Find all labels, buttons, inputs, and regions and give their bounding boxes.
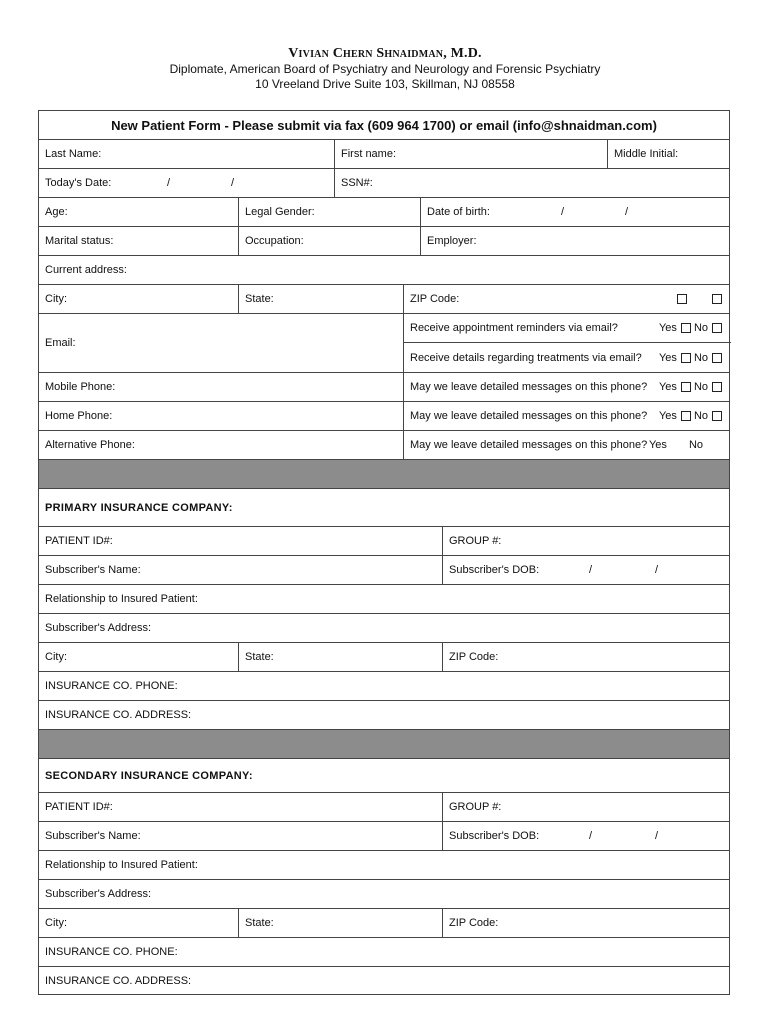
middle-initial-field[interactable] (607, 140, 731, 168)
mobile-phone-row (39, 373, 729, 402)
city-row (39, 285, 729, 314)
insurance-phone-label: INSURANCE CO. PHONE: (45, 946, 178, 958)
no-checkbox[interactable] (712, 382, 722, 392)
secondary-subscriber-row (39, 822, 729, 851)
email-field[interactable] (39, 314, 403, 372)
dob-label: Date of birth: (427, 206, 490, 218)
yes-label: Yes (658, 322, 677, 334)
legal-gender-label: Legal Gender: (245, 206, 315, 218)
primary-id-row (39, 527, 729, 556)
alt-phone-label: Alternative Phone: (45, 439, 135, 451)
no-label: No (688, 439, 703, 451)
zip-checkboxes (673, 285, 725, 313)
employer-field[interactable] (420, 227, 731, 255)
email-details-label: Receive details regarding treatments via email? (410, 352, 642, 364)
home-messages-field (403, 402, 731, 430)
group-label: GROUP #: (449, 535, 502, 547)
relationship-label: Relationship to Insured Patient: (45, 593, 198, 605)
leave-messages-label: May we leave detailed messages on this phone? (410, 381, 648, 393)
primary-state-field[interactable] (238, 643, 442, 671)
dob-slash: / (561, 206, 565, 218)
todays-date-label: Today's Date: (45, 177, 112, 189)
last-name-field[interactable] (39, 140, 334, 168)
dob-slash: / (589, 564, 593, 576)
primary-subscriber-row (39, 556, 729, 585)
dob-field[interactable] (420, 198, 731, 226)
doctor-credentials: Diplomate, American Board of Psychiatry and Neurology and Forensic Psychiatry (169, 62, 601, 76)
primary-city-row (39, 643, 729, 672)
email-reminders-options (659, 314, 725, 342)
todays-date-field[interactable] (39, 169, 334, 197)
relationship-label: Relationship to Insured Patient: (45, 859, 198, 871)
age-field[interactable] (39, 198, 238, 226)
yes-checkbox[interactable] (681, 411, 691, 421)
doctor-name: Vivian Chern Shnaidman, M.D. (288, 46, 482, 61)
leave-messages-label: May we leave detailed messages on this phone? (410, 439, 648, 451)
secondary-group-field[interactable] (442, 793, 731, 821)
yes-label: Yes (658, 352, 677, 364)
primary-patient-id-field[interactable] (39, 527, 442, 555)
primary-insurance-phone-field[interactable] (39, 672, 731, 700)
primary-group-field[interactable] (442, 527, 731, 555)
marital-status-label: Marital status: (45, 235, 114, 247)
first-name-label: First name: (341, 148, 397, 160)
mobile-phone-field[interactable] (39, 373, 403, 401)
primary-city-field[interactable] (39, 643, 238, 671)
secondary-relationship-row (39, 851, 729, 880)
no-label: No (693, 381, 708, 393)
secondary-subscriber-address-field[interactable] (39, 880, 731, 908)
ssn-label: SSN#: (341, 177, 373, 189)
secondary-id-row (39, 793, 729, 822)
patient-id-label: PATIENT ID#: (45, 801, 113, 813)
marital-status-field[interactable] (39, 227, 238, 255)
secondary-city-field[interactable] (39, 909, 238, 937)
city-label: City: (45, 917, 67, 929)
age-row (39, 198, 729, 227)
primary-zip-field[interactable] (442, 643, 731, 671)
email-label: Email: (45, 337, 76, 349)
mobile-messages-field (403, 373, 731, 401)
insurance-address-label: INSURANCE CO. ADDRESS: (45, 974, 192, 987)
date-slash: / (167, 177, 171, 189)
yes-label: Yes (648, 439, 667, 451)
occupation-label: Occupation: (245, 235, 304, 247)
home-phone-label: Home Phone: (45, 410, 113, 422)
marital-row (39, 227, 729, 256)
secondary-phone-row (39, 938, 729, 967)
practice-address: 10 Vreeland Drive Suite 103, Skillman, NJ 08558 (255, 77, 515, 91)
zip-checkbox[interactable] (712, 294, 722, 304)
primary-insurance-address-field[interactable] (39, 701, 731, 729)
no-checkbox[interactable] (712, 323, 722, 333)
state-label: State: (245, 293, 274, 305)
secondary-subscriber-address-row (39, 880, 729, 909)
insurance-address-label: INSURANCE CO. ADDRESS: (45, 709, 192, 721)
alt-phone-field[interactable] (39, 431, 403, 459)
alt-messages-options (649, 431, 703, 459)
group-label: GROUP #: (449, 801, 502, 813)
email-reminders-field (403, 314, 731, 343)
no-label: No (693, 410, 708, 422)
secondary-subscriber-name-field[interactable] (39, 822, 442, 850)
alt-phone-row (39, 431, 729, 460)
leave-messages-label: May we leave detailed messages on this phone? (410, 410, 648, 422)
no-checkbox[interactable] (712, 353, 722, 363)
yes-label: Yes (658, 381, 677, 393)
yes-checkbox[interactable] (681, 353, 691, 363)
dob-slash: / (655, 830, 659, 842)
secondary-insurance-header-row (39, 759, 729, 793)
current-address-row (39, 256, 729, 285)
zip-checkbox[interactable] (677, 294, 687, 304)
subscriber-address-label: Subscriber's Address: (45, 888, 152, 900)
primary-relationship-field[interactable] (39, 585, 731, 613)
secondary-insurance-title: SECONDARY INSURANCE COMPANY: (45, 769, 253, 782)
new-patient-form (38, 110, 730, 995)
email-details-options (659, 343, 725, 373)
home-phone-row (39, 402, 729, 431)
email-details-field (403, 343, 731, 373)
form-title: New Patient Form - Please submit via fax (609 964 1700) or email (info@shnaidman.com) (111, 117, 657, 133)
ssn-field[interactable] (334, 169, 731, 197)
primary-insurance-header-row (39, 489, 729, 527)
secondary-zip-field[interactable] (442, 909, 731, 937)
home-messages-options (659, 402, 725, 430)
subscriber-address-label: Subscriber's Address: (45, 622, 152, 634)
state-label: State: (245, 651, 274, 663)
secondary-relationship-field[interactable] (39, 851, 731, 879)
section-divider (39, 730, 729, 759)
letterhead (0, 46, 770, 92)
mobile-phone-label: Mobile Phone: (45, 381, 116, 393)
email-reminders-label: Receive appointment reminders via email? (410, 322, 618, 334)
secondary-city-row (39, 909, 729, 938)
zip-label: ZIP Code: (410, 293, 460, 305)
current-address-label: Current address: (45, 264, 127, 276)
last-name-label: Last Name: (45, 148, 102, 160)
alt-messages-field (403, 431, 731, 459)
secondary-patient-id-field[interactable] (39, 793, 442, 821)
date-row (39, 169, 729, 198)
first-name-field[interactable] (334, 140, 607, 168)
age-label: Age: (45, 206, 68, 218)
form-title-row (39, 111, 729, 140)
primary-subscriber-name-field[interactable] (39, 556, 442, 584)
name-row (39, 140, 729, 169)
middle-initial-label: Middle Initial: (614, 148, 679, 160)
yes-checkbox[interactable] (681, 323, 691, 333)
subscriber-name-label: Subscriber's Name: (45, 830, 141, 842)
city-field[interactable] (39, 285, 238, 313)
dob-slash: / (589, 830, 593, 842)
dob-slash: / (655, 564, 659, 576)
no-checkbox[interactable] (712, 411, 722, 421)
date-slash: / (231, 177, 235, 189)
secondary-address-row (39, 967, 729, 994)
secondary-state-field[interactable] (238, 909, 442, 937)
home-phone-field[interactable] (39, 402, 403, 430)
primary-relationship-row (39, 585, 729, 614)
city-label: City: (45, 293, 67, 305)
zip-label: ZIP Code: (449, 917, 499, 929)
subscriber-name-label: Subscriber's Name: (45, 564, 141, 576)
secondary-insurance-address-field[interactable] (39, 967, 731, 994)
dob-slash: / (625, 206, 629, 218)
yes-checkbox[interactable] (681, 382, 691, 392)
state-label: State: (245, 917, 274, 929)
secondary-subscriber-dob-field[interactable] (442, 822, 731, 850)
primary-subscriber-dob-field[interactable] (442, 556, 731, 584)
employer-label: Employer: (427, 235, 477, 247)
email-row (39, 314, 729, 373)
secondary-insurance-phone-field[interactable] (39, 938, 731, 966)
zip-field[interactable] (403, 285, 731, 313)
legal-gender-field[interactable] (238, 198, 420, 226)
insurance-phone-label: INSURANCE CO. PHONE: (45, 680, 178, 692)
primary-subscriber-address-field[interactable] (39, 614, 731, 642)
primary-phone-row (39, 672, 729, 701)
no-label: No (693, 322, 708, 334)
no-label: No (693, 352, 708, 364)
subscriber-dob-label: Subscriber's DOB: (449, 830, 540, 842)
city-label: City: (45, 651, 67, 663)
patient-id-label: PATIENT ID#: (45, 535, 113, 547)
yes-label: Yes (658, 410, 677, 422)
mobile-messages-options (659, 373, 725, 401)
subscriber-dob-label: Subscriber's DOB: (449, 564, 540, 576)
state-field[interactable] (238, 285, 403, 313)
current-address-field[interactable] (39, 256, 731, 284)
primary-address-row (39, 701, 729, 730)
section-divider (39, 460, 729, 489)
primary-subscriber-address-row (39, 614, 729, 643)
primary-insurance-title: PRIMARY INSURANCE COMPANY: (45, 501, 233, 514)
occupation-field[interactable] (238, 227, 420, 255)
zip-label: ZIP Code: (449, 651, 499, 663)
